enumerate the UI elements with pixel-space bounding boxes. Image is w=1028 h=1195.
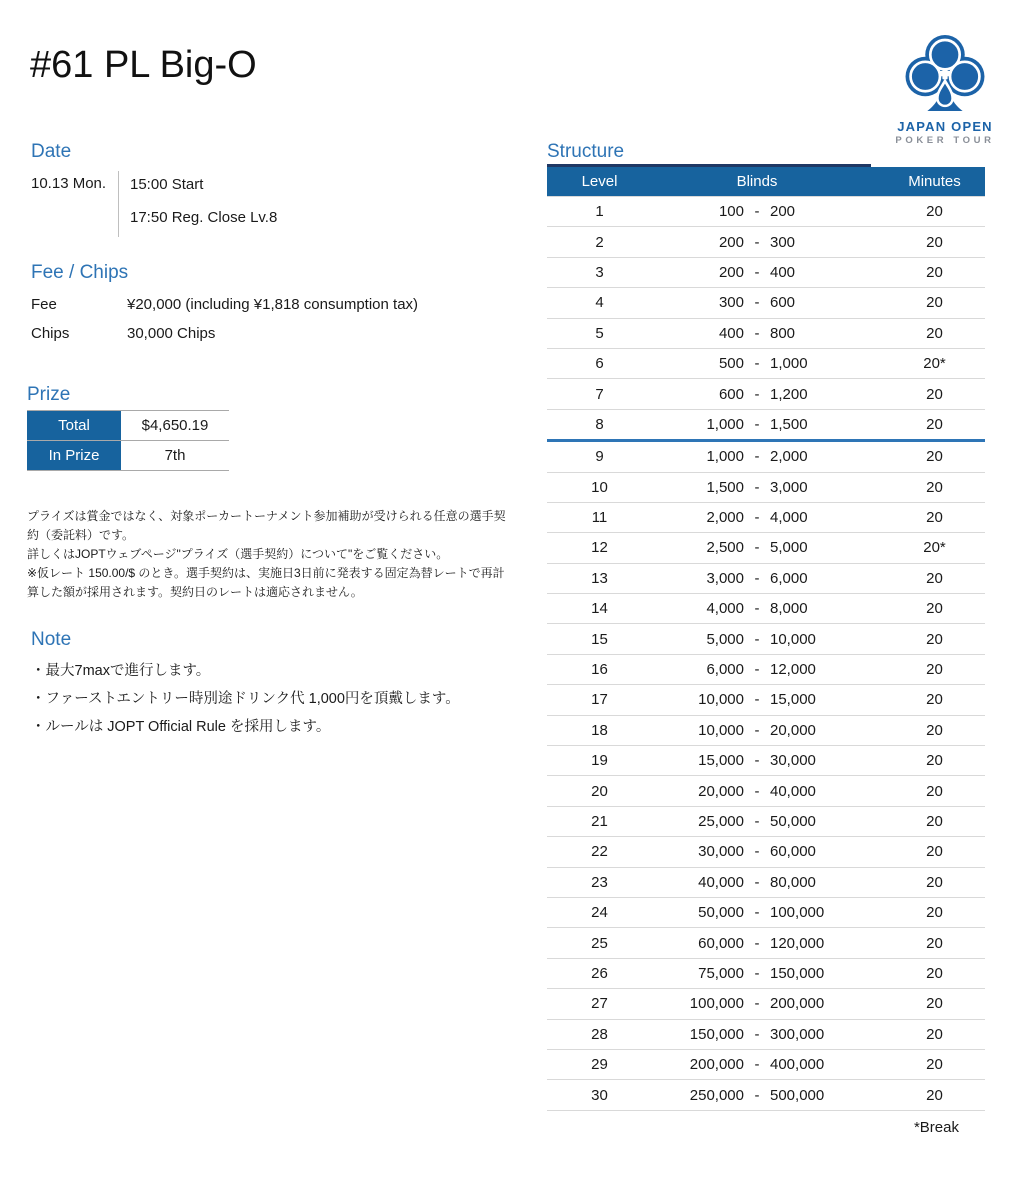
- level-cell: 17: [547, 685, 652, 715]
- level-cell: 9: [547, 441, 652, 472]
- small-blind: 200: [718, 233, 744, 251]
- blinds-cell: [652, 624, 862, 654]
- structure-header-row: [547, 167, 985, 197]
- small-blind: 6,000: [706, 661, 744, 679]
- blinds-cell: [652, 685, 862, 715]
- big-blind: 12,000: [770, 661, 816, 679]
- blinds-dash: -: [754, 661, 760, 679]
- small-blind: 50,000: [698, 904, 744, 922]
- blinds-dash: -: [754, 539, 760, 557]
- blinds-dash: -: [754, 782, 760, 800]
- structure-row: [547, 806, 985, 836]
- structure-row: [547, 776, 985, 806]
- blinds-dash: -: [754, 294, 760, 312]
- jopt-logo: [891, 32, 999, 146]
- structure-body: [547, 197, 985, 1111]
- break-footnote: *Break: [913, 1118, 959, 1136]
- prize-inprize-value: 7th: [164, 447, 186, 464]
- level-cell: 22: [547, 837, 652, 867]
- fee-row: [31, 296, 418, 313]
- blinds-values: [652, 355, 862, 372]
- structure-row: [547, 837, 985, 867]
- prize-note-line: ※仮レート 150.00/$ のとき。選手契約は、実施日3日前に発表する固定為替レートで再計算した額が採用されます。契約日のレートは適応されません。: [27, 566, 505, 599]
- big-blind: 120,000: [770, 934, 825, 952]
- small-blind: 100: [718, 203, 744, 221]
- minutes-cell: 20: [862, 837, 985, 867]
- prize-table: [27, 410, 229, 471]
- minutes-cell: 20: [862, 288, 985, 318]
- blinds-values: [652, 722, 862, 739]
- minutes-cell: 20*: [862, 348, 985, 378]
- structure-row: [547, 897, 985, 927]
- big-blind: 1,000: [770, 355, 808, 373]
- small-blind: 250,000: [689, 1086, 744, 1104]
- structure-row: [547, 197, 985, 227]
- big-blind: 400,000: [770, 1056, 825, 1074]
- level-cell: 30: [547, 1080, 652, 1110]
- minutes-cell: 20: [862, 624, 985, 654]
- structure-row: [547, 563, 985, 593]
- structure-row: [547, 928, 985, 958]
- blinds-cell: [652, 318, 862, 348]
- blinds-cell: [652, 594, 862, 624]
- blinds-values: [652, 995, 862, 1012]
- structure-row: [547, 379, 985, 409]
- level-cell: 3: [547, 257, 652, 287]
- note-section: [31, 629, 460, 741]
- blinds-cell: [652, 1049, 862, 1079]
- level-cell: 1: [547, 197, 652, 227]
- blinds-values: [652, 1026, 862, 1043]
- date-time: 17:50 Reg. Close Lv.8: [130, 209, 278, 226]
- minutes-cell: 20: [862, 594, 985, 624]
- blinds-dash: -: [754, 721, 760, 739]
- structure-row: [547, 685, 985, 715]
- chips-value: 30,000 Chips: [127, 325, 216, 342]
- level-cell: 10: [547, 472, 652, 502]
- minutes-cell: 20: [862, 472, 985, 502]
- small-blind: 1,000: [706, 415, 744, 433]
- big-blind: 5,000: [770, 539, 808, 557]
- blinds-values: [652, 1087, 862, 1104]
- prize-note-line: プライズは賞金ではなく、対象ポーカートーナメント参加補助が受けられる任意の選手契約（委託料）です。: [27, 509, 506, 542]
- chips-label: Chips: [31, 325, 70, 342]
- minutes-cell: 20: [862, 897, 985, 927]
- date-section: [31, 141, 277, 237]
- structure-row: [547, 502, 985, 532]
- fee-value: ¥20,000 (including ¥1,818 consumption tax): [127, 296, 419, 313]
- blinds-cell: [652, 348, 862, 378]
- blinds-values: [652, 691, 862, 708]
- minutes-cell: 20: [862, 685, 985, 715]
- blinds-dash: -: [754, 1086, 760, 1104]
- minutes-cell: 20: [862, 806, 985, 836]
- blinds-cell: [652, 441, 862, 472]
- blinds-values: [652, 479, 862, 496]
- minutes-cell: 20: [862, 746, 985, 776]
- blinds-cell: [652, 654, 862, 684]
- level-cell: 16: [547, 654, 652, 684]
- blinds-values: [652, 203, 862, 220]
- big-blind: 300: [770, 233, 796, 251]
- blinds-dash: -: [754, 385, 760, 403]
- blinds-cell: [652, 502, 862, 532]
- level-cell: 21: [547, 806, 652, 836]
- small-blind: 1,000: [706, 448, 744, 466]
- level-cell: 18: [547, 715, 652, 745]
- blinds-cell: [652, 806, 862, 836]
- big-blind: 4,000: [770, 509, 808, 527]
- level-cell: 24: [547, 897, 652, 927]
- small-blind: 15,000: [698, 752, 744, 770]
- level-cell: 27: [547, 989, 652, 1019]
- level-cell: 7: [547, 379, 652, 409]
- level-cell: 29: [547, 1049, 652, 1079]
- minutes-cell: 20: [862, 958, 985, 988]
- structure-row: [547, 472, 985, 502]
- small-blind: 25,000: [698, 813, 744, 830]
- blinds-values: [652, 965, 862, 982]
- blinds-cell: [652, 1080, 862, 1110]
- blinds-dash: -: [754, 415, 760, 433]
- blinds-cell: [652, 409, 862, 440]
- small-blind: 2,500: [706, 539, 744, 557]
- level-cell: 11: [547, 502, 652, 532]
- big-blind: 20,000: [770, 721, 816, 739]
- big-blind: 2,000: [770, 448, 808, 466]
- small-blind: 300: [718, 294, 744, 312]
- blinds-values: [652, 448, 862, 465]
- structure-row: [547, 594, 985, 624]
- structure-row: [547, 746, 985, 776]
- small-blind: 150,000: [689, 1025, 744, 1043]
- date-day: 10.13 Mon.: [31, 175, 107, 192]
- minutes-cell: 20: [862, 928, 985, 958]
- blinds-cell: [652, 776, 862, 806]
- big-blind: 300,000: [770, 1025, 825, 1043]
- structure-row: [547, 624, 985, 654]
- blinds-dash: -: [754, 630, 760, 648]
- level-cell: 23: [547, 867, 652, 897]
- small-blind: 10,000: [698, 691, 744, 709]
- small-blind: 1,500: [706, 478, 744, 496]
- structure-row: [547, 958, 985, 988]
- blinds-values: [652, 294, 862, 311]
- big-blind: 3,000: [770, 478, 808, 496]
- structure-row: [547, 441, 985, 472]
- prize-note-line: 詳しくはJOPTウェブページ"プライズ（選手契約）について"をご覧ください。: [27, 547, 449, 561]
- level-cell: 2: [547, 227, 652, 257]
- level-cell: 4: [547, 288, 652, 318]
- minutes-cell: 20: [862, 409, 985, 440]
- minutes-cell: 20: [862, 1049, 985, 1079]
- structure-row: [547, 257, 985, 287]
- big-blind: 150,000: [770, 964, 825, 982]
- structure-heading: Structure: [547, 141, 625, 162]
- blinds-dash: -: [754, 873, 760, 891]
- small-blind: 20,000: [698, 782, 744, 800]
- blinds-values: [652, 600, 862, 617]
- level-cell: 14: [547, 594, 652, 624]
- big-blind: 10,000: [770, 630, 816, 648]
- page-title: #61 PL Big-O: [30, 44, 257, 86]
- blinds-dash: -: [754, 813, 760, 830]
- prize-notes: [27, 507, 515, 602]
- club-icon: [903, 32, 987, 116]
- blinds-cell: [652, 379, 862, 409]
- small-blind: 2,000: [706, 509, 744, 527]
- big-blind: 200,000: [770, 995, 825, 1013]
- prize-section: [27, 384, 517, 602]
- column-header-level: Level: [547, 167, 652, 197]
- minutes-cell: 20: [862, 776, 985, 806]
- blinds-values: [652, 783, 862, 800]
- prize-row-in-prize: [27, 441, 229, 471]
- blinds-values: [652, 234, 862, 251]
- minutes-cell: 20: [862, 654, 985, 684]
- big-blind: 1,200: [770, 385, 808, 403]
- chips-row: [31, 325, 418, 342]
- prize-inprize-label: In Prize: [27, 441, 121, 471]
- small-blind: 40,000: [698, 873, 744, 891]
- blinds-values: [652, 509, 862, 526]
- level-cell: 20: [547, 776, 652, 806]
- date-divider: [118, 171, 119, 237]
- big-blind: 50,000: [770, 813, 816, 830]
- structure-row: [547, 989, 985, 1019]
- note-item: ・ルールは JOPT Official Rule を採用します。: [31, 719, 331, 735]
- blinds-cell: [652, 288, 862, 318]
- minutes-cell: 20: [862, 715, 985, 745]
- level-cell: 5: [547, 318, 652, 348]
- small-blind: 30,000: [698, 843, 744, 861]
- blinds-values: [652, 631, 862, 648]
- blinds-cell: [652, 197, 862, 227]
- blinds-values: [652, 874, 862, 891]
- structure-row: [547, 654, 985, 684]
- level-cell: 15: [547, 624, 652, 654]
- blinds-values: [652, 813, 862, 830]
- structure-row: [547, 409, 985, 440]
- date-time: 15:00 Start: [130, 176, 204, 193]
- minutes-cell: 20: [862, 441, 985, 472]
- level-cell: 19: [547, 746, 652, 776]
- small-blind: 5,000: [706, 630, 744, 648]
- blinds-values: [652, 935, 862, 952]
- blinds-dash: -: [754, 355, 760, 373]
- minutes-cell: 20: [862, 227, 985, 257]
- big-blind: 1,500: [770, 415, 808, 433]
- level-cell: 13: [547, 563, 652, 593]
- blinds-dash: -: [754, 509, 760, 527]
- small-blind: 200,000: [689, 1056, 744, 1074]
- blinds-dash: -: [754, 1025, 760, 1043]
- big-blind: 6,000: [770, 569, 808, 587]
- blinds-dash: -: [754, 263, 760, 281]
- blinds-cell: [652, 897, 862, 927]
- structure-row: [547, 715, 985, 745]
- blinds-cell: [652, 928, 862, 958]
- blinds-cell: [652, 1019, 862, 1049]
- blinds-cell: [652, 715, 862, 745]
- structure-table: [547, 167, 985, 1111]
- blinds-values: [652, 325, 862, 342]
- structure-row: [547, 1080, 985, 1110]
- note-item: ・最大7maxで進行します。: [31, 663, 211, 679]
- small-blind: 400: [718, 324, 744, 342]
- blinds-dash: -: [754, 324, 760, 342]
- prize-total-label: Total: [27, 411, 121, 441]
- blinds-dash: -: [754, 691, 760, 709]
- blinds-dash: -: [754, 233, 760, 251]
- level-cell: 6: [547, 348, 652, 378]
- minutes-cell: 20: [862, 1080, 985, 1110]
- prize-total-value: $4,650.19: [141, 417, 209, 434]
- structure-row: [547, 1019, 985, 1049]
- small-blind: 60,000: [698, 934, 744, 952]
- blinds-values: [652, 416, 862, 433]
- blinds-dash: -: [754, 843, 760, 861]
- blinds-dash: -: [754, 569, 760, 587]
- blinds-cell: [652, 837, 862, 867]
- minutes-cell: 20: [862, 379, 985, 409]
- small-blind: 200: [718, 263, 744, 281]
- prize-row-total: [27, 411, 229, 441]
- blinds-dash: -: [754, 904, 760, 922]
- big-blind: 400: [770, 263, 796, 281]
- big-blind: 80,000: [770, 873, 816, 891]
- structure-row: [547, 1049, 985, 1079]
- blinds-cell: [652, 867, 862, 897]
- blinds-values: [652, 264, 862, 281]
- level-cell: 26: [547, 958, 652, 988]
- minutes-cell: 20*: [862, 533, 985, 563]
- big-blind: 800: [770, 324, 796, 342]
- blinds-cell: [652, 958, 862, 988]
- structure-row: [547, 227, 985, 257]
- big-blind: 200: [770, 203, 796, 221]
- big-blind: 60,000: [770, 843, 816, 861]
- structure-row: [547, 867, 985, 897]
- blinds-dash: -: [754, 478, 760, 496]
- level-cell: 28: [547, 1019, 652, 1049]
- date-times: [130, 171, 277, 237]
- big-blind: 8,000: [770, 600, 808, 618]
- blinds-dash: -: [754, 1056, 760, 1074]
- blinds-values: [652, 570, 862, 587]
- structure-section: [547, 141, 985, 1136]
- small-blind: 3,000: [706, 569, 744, 587]
- date-body: [31, 171, 277, 237]
- note-heading: Note: [31, 629, 72, 650]
- minutes-cell: 20: [862, 1019, 985, 1049]
- prize-heading: Prize: [27, 384, 71, 405]
- level-cell: 8: [547, 409, 652, 440]
- blinds-cell: [652, 563, 862, 593]
- fee-chips-heading: Fee / Chips: [31, 262, 129, 283]
- level-cell: 25: [547, 928, 652, 958]
- blinds-values: [652, 843, 862, 860]
- small-blind: 600: [718, 385, 744, 403]
- blinds-dash: -: [754, 203, 760, 221]
- blinds-values: [652, 752, 862, 769]
- note-item: ・ファーストエントリー時別途ドリンク代 1,000円を頂戴します。: [31, 691, 460, 707]
- minutes-cell: 20: [862, 867, 985, 897]
- blinds-cell: [652, 472, 862, 502]
- column-header-minutes: Minutes: [862, 167, 985, 197]
- blinds-dash: -: [754, 995, 760, 1013]
- blinds-values: [652, 386, 862, 403]
- structure-row: [547, 533, 985, 563]
- blinds-dash: -: [754, 448, 760, 466]
- blinds-dash: -: [754, 964, 760, 982]
- small-blind: 500: [718, 355, 744, 373]
- small-blind: 10,000: [698, 721, 744, 739]
- blinds-dash: -: [754, 752, 760, 770]
- blinds-cell: [652, 989, 862, 1019]
- fee-label: Fee: [31, 296, 57, 313]
- blinds-cell: [652, 257, 862, 287]
- minutes-cell: 20: [862, 197, 985, 227]
- blinds-dash: -: [754, 934, 760, 952]
- logo-poker-tour: POKER TOUR: [895, 135, 995, 146]
- blinds-values: [652, 539, 862, 556]
- minutes-cell: 20: [862, 502, 985, 532]
- structure-row: [547, 348, 985, 378]
- big-blind: 40,000: [770, 782, 816, 800]
- blinds-cell: [652, 533, 862, 563]
- blinds-values: [652, 661, 862, 678]
- minutes-cell: 20: [862, 257, 985, 287]
- big-blind: 15,000: [770, 691, 816, 709]
- big-blind: 500,000: [770, 1086, 825, 1104]
- logo-japan-open: JAPAN OPEN: [897, 119, 993, 134]
- date-heading: Date: [31, 141, 72, 162]
- blinds-values: [652, 1056, 862, 1073]
- small-blind: 75,000: [698, 964, 744, 982]
- level-cell: 12: [547, 533, 652, 563]
- big-blind: 600: [770, 294, 796, 312]
- big-blind: 30,000: [770, 752, 816, 770]
- big-blind: 100,000: [770, 904, 825, 922]
- minutes-cell: 20: [862, 318, 985, 348]
- small-blind: 4,000: [706, 600, 744, 618]
- minutes-cell: 20: [862, 563, 985, 593]
- small-blind: 100,000: [689, 995, 744, 1013]
- minutes-cell: 20: [862, 989, 985, 1019]
- fee-chips-section: [31, 262, 418, 342]
- note-list: [31, 657, 460, 741]
- column-header-blinds: Blinds: [652, 167, 862, 197]
- blinds-cell: [652, 227, 862, 257]
- blinds-dash: -: [754, 600, 760, 618]
- structure-row: [547, 318, 985, 348]
- blinds-values: [652, 904, 862, 921]
- blinds-cell: [652, 746, 862, 776]
- structure-row: [547, 288, 985, 318]
